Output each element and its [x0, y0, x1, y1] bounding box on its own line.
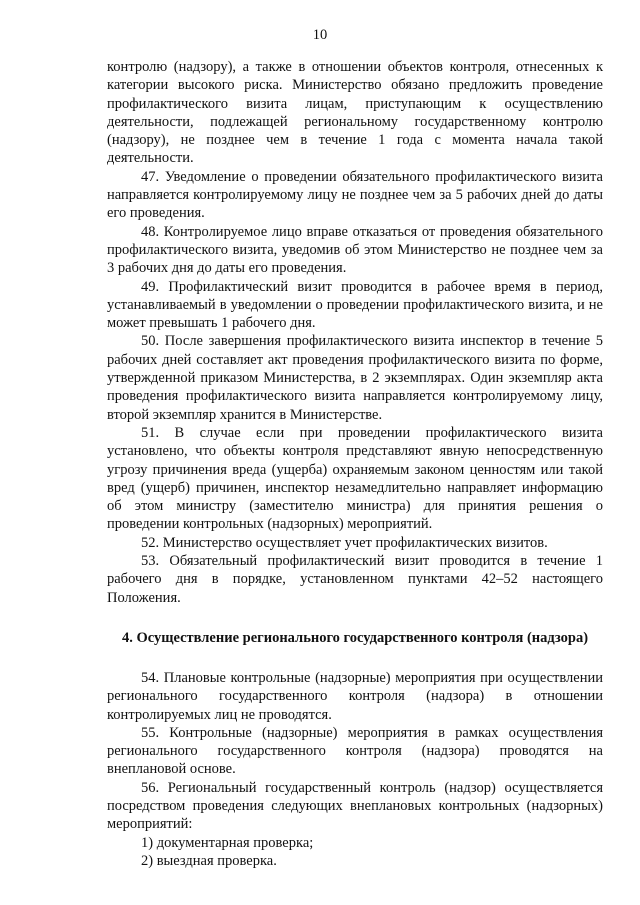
paragraph-54: 54. Плановые контрольные (надзорные) мероприятия при осуществлении регионального государственного контроля (надзора) в отношении контролируемых лиц не проводятся.	[107, 669, 603, 723]
paragraph-49: 49. Профилактический визит проводится в рабочее время в период, устанавливаемый в уведомлении о проведении профилактического визита, и не может превышать 1 рабочего дня.	[107, 278, 603, 332]
paragraph-continuation: контролю (надзору), а также в отношении объектов контроля, отнесенных к категории высокого риска. Министерство обязано предложить проведение профилактического визита лицам, приступающим к осуществлению деятельности, подлежащей региональному государственному контролю (надзору), не позднее чем в течение 1 года с момента начала такой деятельности.	[107, 59, 603, 167]
paragraph-56: 56. Региональный государственный контроль (надзор) осуществляется посредством проведения следующих внеплановых контрольных (надзорных) мероприятий:	[107, 779, 603, 833]
paragraph-51: 51. В случае если при проведении профилактического визита установлено, что объекты контроля представляют явную непосредственную угрозу причинения вреда (ущерба) охраняемым законом ценностям или такой вред (ущерб) причинен, инспектор незамедлительно направляет информацию об этом министру (заместителю министра) для принятия решения о проведении контрольных (надзорных) мероприятий.	[107, 424, 603, 533]
page-number: 10	[312, 27, 328, 43]
paragraph-52: 52. Министерство осуществляет учет профилактических визитов.	[141, 534, 548, 551]
document-body	[107, 58, 603, 870]
paragraph-50: 50. После завершения профилактического визита инспектор в течение 5 рабочих дней составляет акт проведения профилактического визита по форме, утвержденной приказом Министерства, в 2 экземплярах. Один экземпляр акта проведения профилактического визита направляется контролируемому лицу, второй экземпляр хранится в Министерстве.	[107, 333, 603, 423]
paragraph-53: 53. Обязательный профилактический визит проводится в течение 1 рабочего дня в порядке, установленном пунктами 42–52 настоящего Положения.	[107, 553, 603, 606]
paragraph-47: 47. Уведомление о проведении обязательного профилактического визита направляется контролируемому лицу не позднее чем за 5 рабочих дней до даты его проведения.	[107, 168, 603, 222]
list-item-onsite-check: 2) выездная проверка.	[141, 852, 277, 869]
paragraph-48: 48. Контролируемое лицо вправе отказаться от проведения обязательного профилактического визита, уведомив об этом Министерство не позднее чем за 3 рабочих дня до даты его проведения.	[107, 223, 603, 277]
list-item-documentary-check: 1) документарная проверка;	[141, 834, 314, 851]
paragraph-55: 55. Контрольные (надзорные) мероприятия в рамках осуществления регионального государственного контроля (надзора) проводятся на внеплановой основе.	[107, 724, 603, 778]
section-heading: 4. Осуществление регионального государственного контроля (надзора)	[121, 629, 589, 646]
